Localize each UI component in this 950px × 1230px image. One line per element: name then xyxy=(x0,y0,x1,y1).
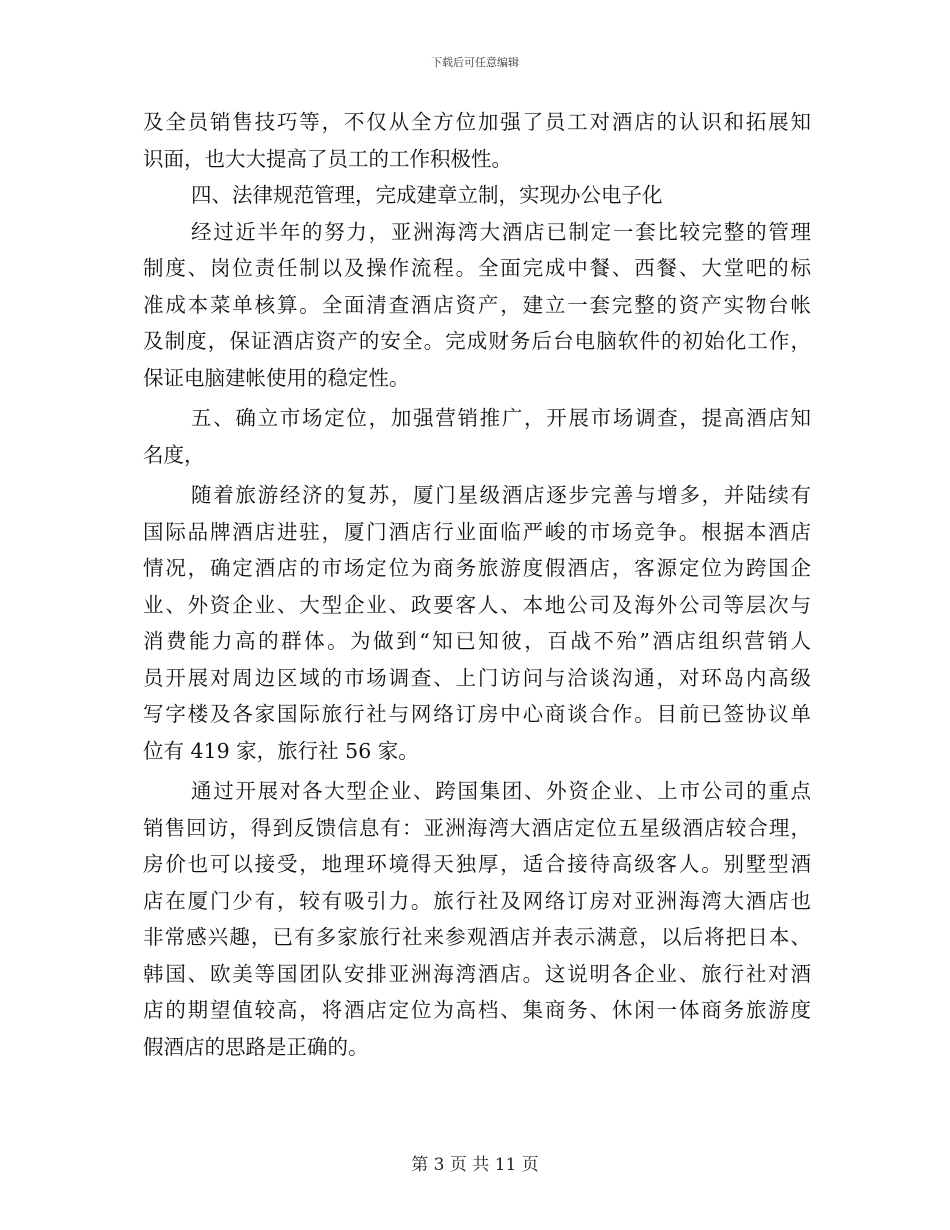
body-line: 店在厦门少有，较有吸引力。旅行社及网络订房对亚洲海湾大酒店也 xyxy=(143,888,811,913)
body-line: 及制度，保证酒店资产的安全。完成财务后台电脑软件的初始化工作， xyxy=(143,329,811,353)
body-line: 店的期望值较高，将酒店定位为高档、集商务、休闲一体商务旅游度 xyxy=(143,998,811,1022)
body-line: 韩国、欧美等国团队安排亚洲海湾酒店。这说明各企业、旅行社对酒 xyxy=(143,961,811,986)
body-line: 及全员销售技巧等，不仅从全方位加强了员工对酒店的认识和拓展知 xyxy=(143,110,811,134)
body-line: 假酒店的思路是正确的。 xyxy=(143,1034,369,1059)
body-line: 位有 419 家，旅行社 56 家。 xyxy=(143,738,419,763)
body-line: 准成本菜单核算。全面清查酒店资产，建立一套完整的资产实物台帐 xyxy=(143,292,811,317)
document-body xyxy=(143,104,811,1065)
section-heading: 四、法律规范管理，完成建章立制，实现办公电子化 xyxy=(191,183,663,207)
body-line: 识面，也大大提高了员工的工作积极性。 xyxy=(143,146,512,171)
body-line: 房价也可以接受，地理环境得天独厚，适合接待高级客人。别墅型酒 xyxy=(143,852,811,876)
body-line: 消费能力高的群体。为做到“知已知彼，百战不殆”酒店组织营销人 xyxy=(143,629,811,653)
body-line: 写字楼及各家国际旅行社与网络订房中心商谈合作。目前已签协议单 xyxy=(143,702,811,726)
body-line: 保证电脑建帐使用的稳定性。 xyxy=(143,365,410,390)
body-line: 员开展对周边区域的市场调查、上门访问与洽谈沟通，对环岛内高级 xyxy=(143,665,811,690)
section-heading: 五、确立市场定位，加强营销推广，开展市场调查，提高酒店知 xyxy=(191,406,811,430)
body-line: 销售回访，得到反馈信息有：亚洲海湾大酒店定位五星级酒店较合理， xyxy=(143,815,811,840)
body-line: 随着旅游经济的复苏，厦门星级酒店逐步完善与增多，并陆续有 xyxy=(191,483,811,507)
body-line: 制度、岗位责任制以及操作流程。全面完成中餐、西餐、大堂吧的标 xyxy=(143,256,811,280)
body-line: 通过开展对各大型企业、跨国集团、外资企业、上市公司的重点 xyxy=(191,779,811,803)
body-line: 经过近半年的努力，亚洲海湾大酒店已制定一套比较完整的管理 xyxy=(191,219,811,244)
page-header: 下载后可任意编辑 xyxy=(431,56,519,69)
body-line: 国际品牌酒店进驻，厦门酒店行业面临严峻的市场竞争。根据本酒店 xyxy=(143,519,811,544)
body-line: 非常感兴趣，已有多家旅行社来参观酒店并表示满意，以后将把日本、 xyxy=(143,925,811,949)
section-heading-continued: 名度， xyxy=(143,442,205,467)
body-line: 情况，确定酒店的市场定位为商务旅游度假酒店，客源定位为跨国企 xyxy=(143,556,811,580)
body-line: 业、外资企业、大型企业、政要客人、本地公司及海外公司等层次与 xyxy=(143,592,811,617)
page-number-footer: 第 3 页 共 11 页 xyxy=(411,1155,539,1175)
